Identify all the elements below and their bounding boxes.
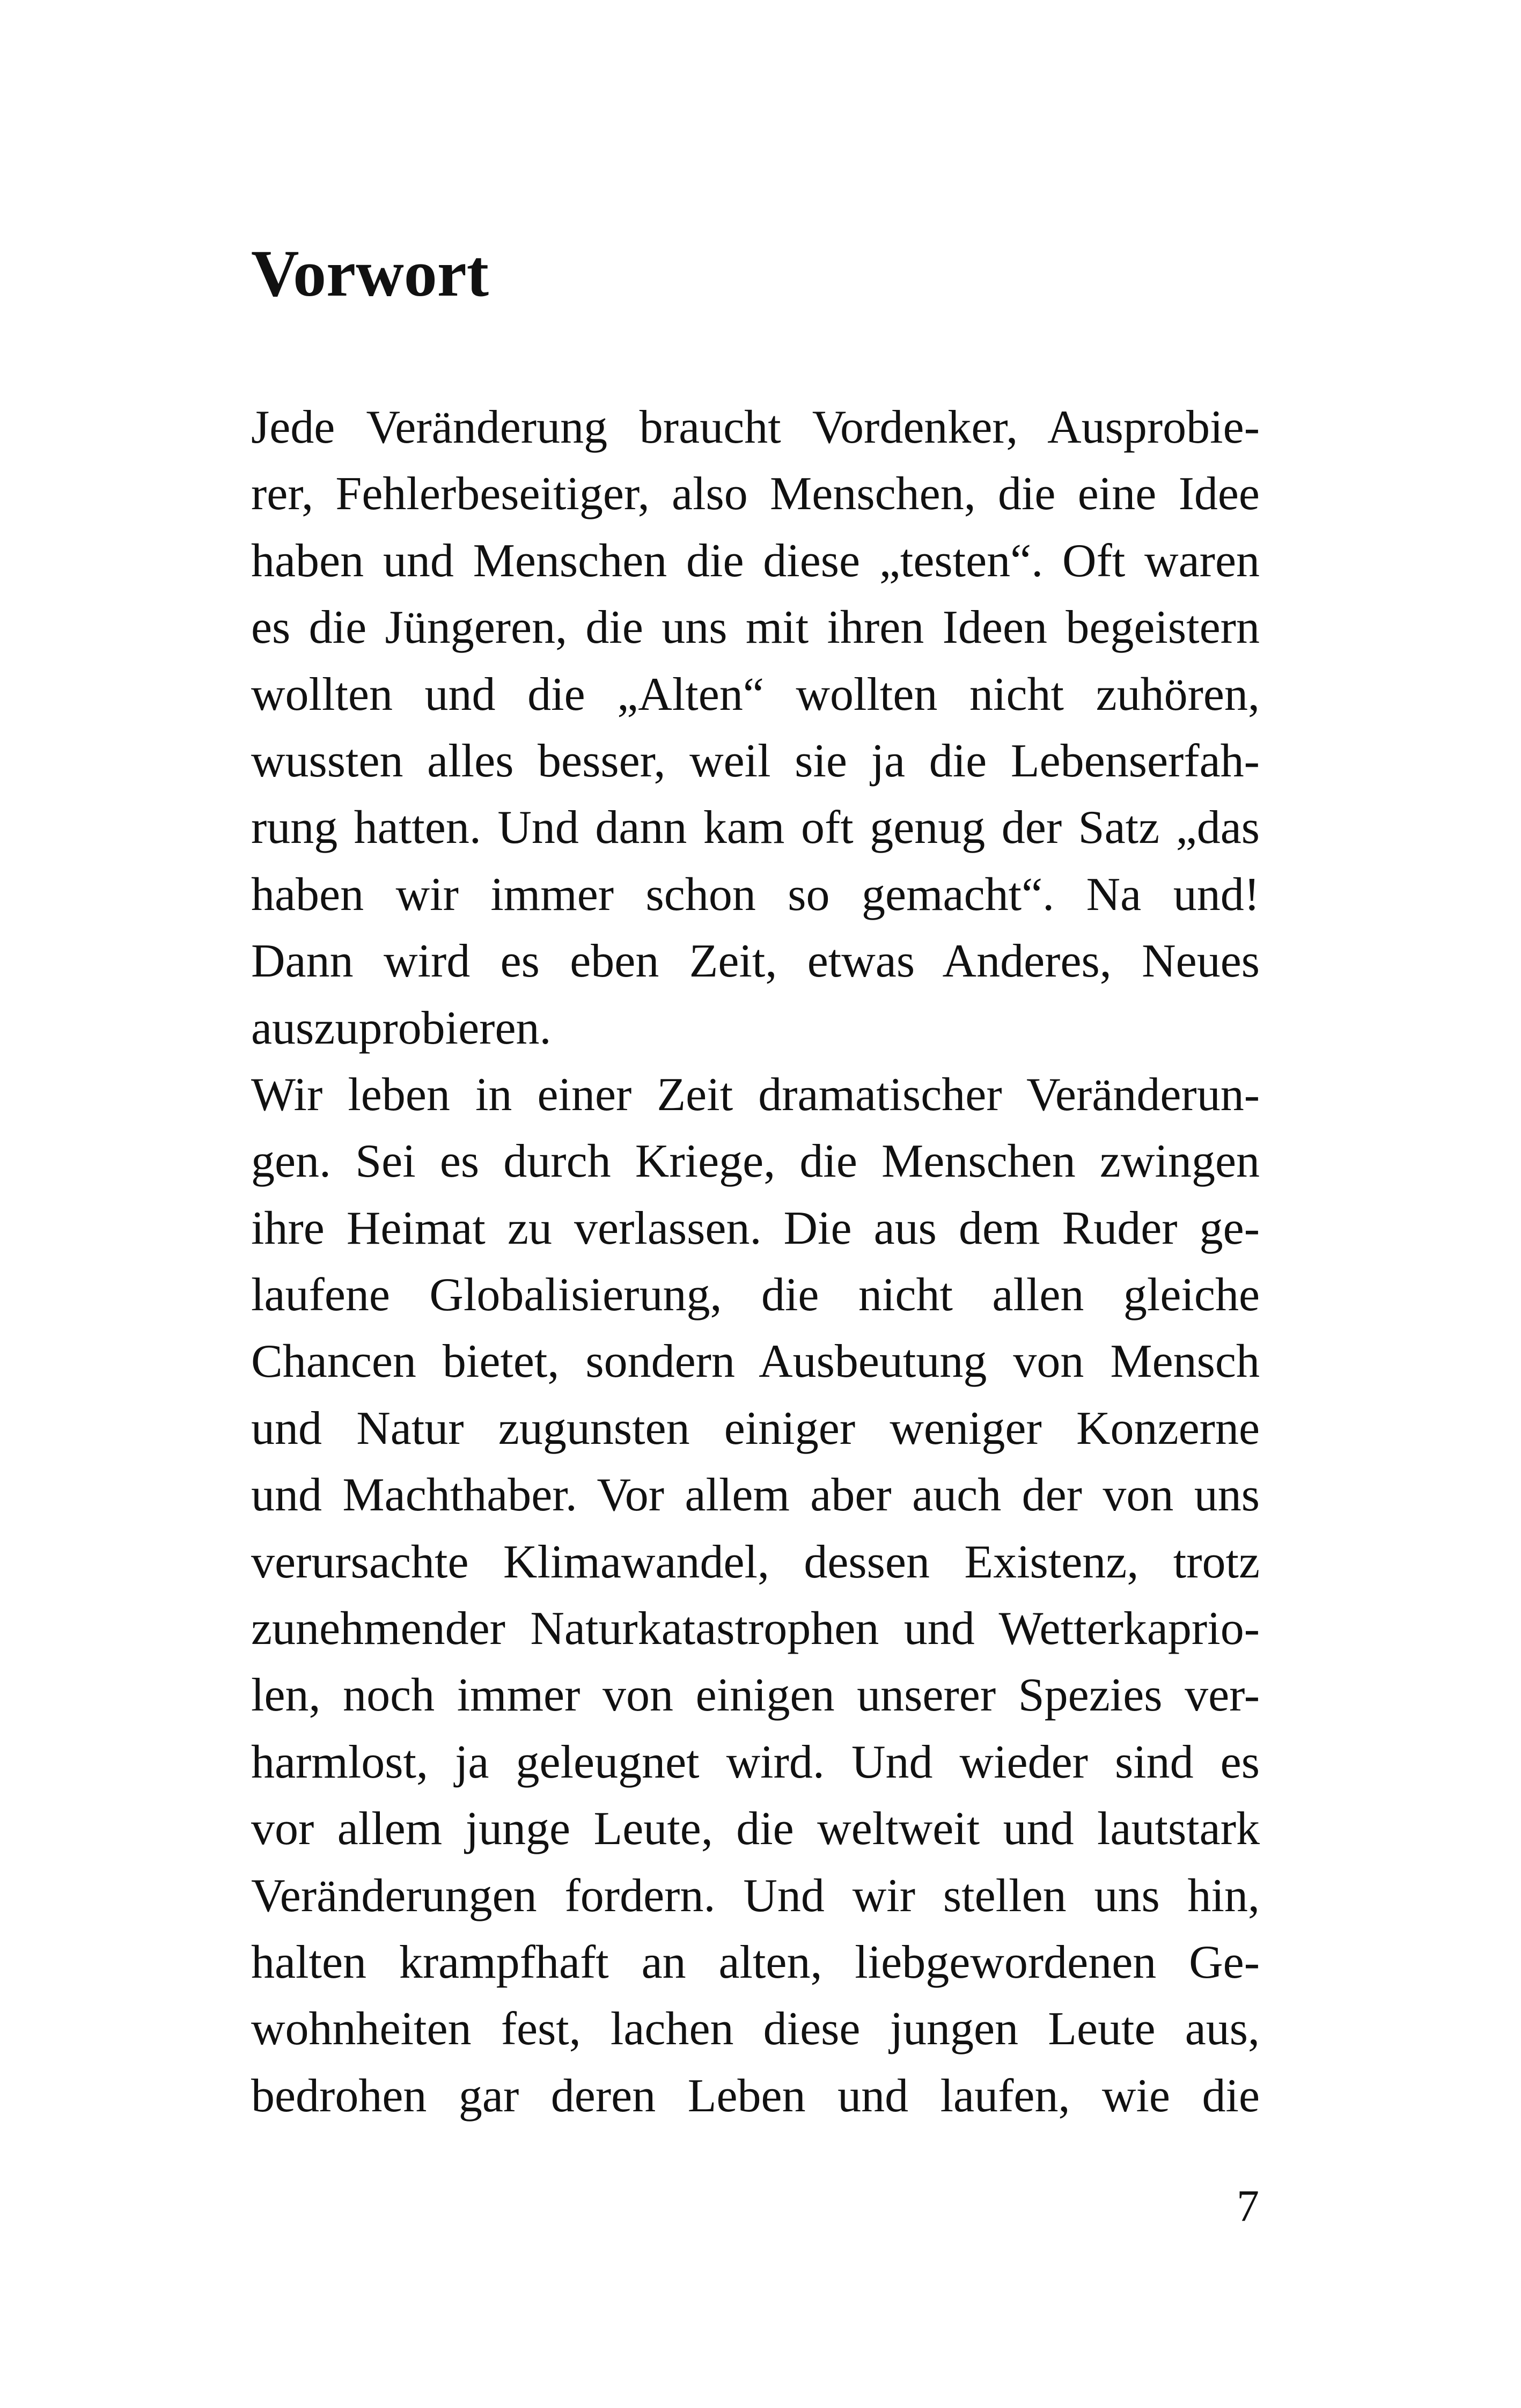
- page-title: Vorwort: [251, 237, 489, 310]
- text-line: Veränderungen fordern. Und wir stellen uns hin,: [251, 1869, 1260, 1922]
- text-line: vor allem junge Leute, die weltweit und lautstark: [251, 1803, 1260, 1855]
- text-line: harmlost, ja geleugnet wird. Und wieder sind es: [251, 1736, 1260, 1788]
- text-line: bedrohen gar deren Leben und laufen, wie die: [251, 2069, 1260, 2122]
- text-line: haben und Menschen die diese „testen“. Oft waren: [251, 534, 1260, 587]
- text-line: laufene Globalisierung, die nicht allen gleiche: [251, 1269, 1260, 1322]
- text-line: haben wir immer schon so gemacht“. Na und!: [251, 868, 1260, 921]
- text-line: verursachte Klimawandel, dessen Existenz, trotz: [251, 1536, 1260, 1588]
- preface-text: [251, 394, 1260, 2130]
- text-line: zunehmender Naturkatastrophen und Wetterkaprio-: [251, 1603, 1260, 1655]
- text-line: rung hatten. Und dann kam oft genug der Satz „das: [251, 802, 1260, 854]
- text-line: und Machthaber. Vor allem aber auch der von uns: [251, 1469, 1260, 1522]
- text-line: wohnheiten fest, lachen diese jungen Leute aus,: [251, 2003, 1260, 2055]
- text-line: rer, Fehlerbeseitiger, also Menschen, die eine Idee: [251, 468, 1260, 520]
- text-line: es die Jüngeren, die uns mit ihren Ideen begeistern: [251, 601, 1260, 654]
- text-line: Jede Veränderung braucht Vordenker, Ausprobie-: [251, 401, 1260, 453]
- text-line: len, noch immer von einigen unserer Spezies ver-: [251, 1669, 1260, 1722]
- text-line: ihre Heimat zu verlassen. Die aus dem Ruder ge-: [251, 1202, 1260, 1254]
- text-line: wollten und die „Alten“ wollten nicht zuhören,: [251, 668, 1260, 721]
- text-line: Wir leben in einer Zeit dramatischer Veränderun-: [251, 1068, 1260, 1121]
- text-line: und Natur zugunsten einiger weniger Konzerne: [251, 1402, 1260, 1455]
- text-line: Dann wird es eben Zeit, etwas Anderes, Neues: [251, 935, 1260, 988]
- text-line: Chancen bietet, sondern Ausbeutung von Mensch: [251, 1335, 1260, 1388]
- page-number: 7: [1237, 2181, 1259, 2231]
- text-line: halten krampfhaft an alten, liebgewordenen Ge-: [251, 1936, 1260, 1988]
- text-line: wussten alles besser, weil sie ja die Lebenserfah-: [251, 735, 1260, 787]
- text-line: auszuprobieren.: [251, 1002, 552, 1054]
- text-line: gen. Sei es durch Kriege, die Menschen zwingen: [251, 1135, 1260, 1188]
